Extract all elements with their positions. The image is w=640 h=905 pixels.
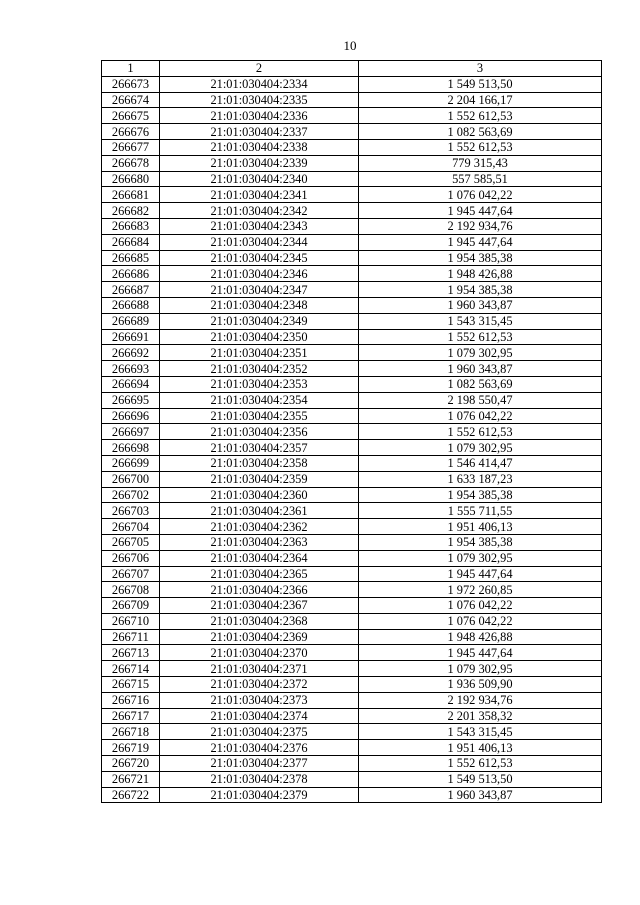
- value-cell: 2 204 166,17: [359, 92, 602, 108]
- table-row: [102, 139, 602, 155]
- value-cell: 1 546 414,47: [359, 455, 602, 471]
- column-header-3: 3: [359, 61, 602, 77]
- cadastral-number-cell: 21:01:030404:2359: [160, 471, 359, 487]
- value-cell: 1 951 406,13: [359, 740, 602, 756]
- cadastral-number-cell: 21:01:030404:2336: [160, 108, 359, 124]
- row-number-cell: 266691: [102, 329, 160, 345]
- row-number-cell: 266693: [102, 361, 160, 377]
- cadastral-number-cell: 21:01:030404:2362: [160, 519, 359, 535]
- value-cell: 1 945 447,64: [359, 645, 602, 661]
- table-row: [102, 392, 602, 408]
- value-cell: 1 954 385,38: [359, 487, 602, 503]
- table-row: [102, 519, 602, 535]
- cadastral-number-cell: 21:01:030404:2337: [160, 124, 359, 140]
- value-cell: 1 076 042,22: [359, 598, 602, 614]
- row-number-cell: 266677: [102, 139, 160, 155]
- cadastral-number-cell: 21:01:030404:2377: [160, 756, 359, 772]
- table-row: [102, 250, 602, 266]
- row-number-cell: 266676: [102, 124, 160, 140]
- value-cell: 1 552 612,53: [359, 329, 602, 345]
- cadastral-number-cell: 21:01:030404:2368: [160, 613, 359, 629]
- cadastral-number-cell: 21:01:030404:2339: [160, 155, 359, 171]
- row-number-cell: 266675: [102, 108, 160, 124]
- row-number-cell: 266708: [102, 582, 160, 598]
- value-cell: 1 543 315,45: [359, 313, 602, 329]
- table-row: [102, 187, 602, 203]
- cadastral-number-cell: 21:01:030404:2344: [160, 234, 359, 250]
- table-row: [102, 424, 602, 440]
- row-number-cell: 266722: [102, 787, 160, 803]
- cadastral-number-cell: 21:01:030404:2372: [160, 677, 359, 693]
- row-number-cell: 266699: [102, 455, 160, 471]
- cadastral-number-cell: 21:01:030404:2360: [160, 487, 359, 503]
- cadastral-number-cell: 21:01:030404:2342: [160, 203, 359, 219]
- row-number-cell: 266721: [102, 771, 160, 787]
- table-row: [102, 455, 602, 471]
- cadastral-number-cell: 21:01:030404:2376: [160, 740, 359, 756]
- cadastral-number-cell: 21:01:030404:2334: [160, 76, 359, 92]
- row-number-cell: 266714: [102, 661, 160, 677]
- value-cell: 1 945 447,64: [359, 234, 602, 250]
- value-cell: 1 633 187,23: [359, 471, 602, 487]
- cadastral-number-cell: 21:01:030404:2365: [160, 566, 359, 582]
- row-number-cell: 266716: [102, 692, 160, 708]
- row-number-cell: 266704: [102, 519, 160, 535]
- value-cell: 1 079 302,95: [359, 550, 602, 566]
- value-cell: 1 960 343,87: [359, 361, 602, 377]
- value-cell: 1 076 042,22: [359, 408, 602, 424]
- table-row: [102, 440, 602, 456]
- table-row: [102, 771, 602, 787]
- table-row: [102, 534, 602, 550]
- table-row: [102, 787, 602, 803]
- value-cell: 1 082 563,69: [359, 376, 602, 392]
- cadastral-number-cell: 21:01:030404:2346: [160, 266, 359, 282]
- value-cell: 1 954 385,38: [359, 534, 602, 550]
- row-number-cell: 266705: [102, 534, 160, 550]
- row-number-cell: 266711: [102, 629, 160, 645]
- cadastral-number-cell: 21:01:030404:2348: [160, 297, 359, 313]
- value-cell: 1 972 260,85: [359, 582, 602, 598]
- value-cell: 1 945 447,64: [359, 203, 602, 219]
- table-row: [102, 124, 602, 140]
- column-header-2: 2: [160, 61, 359, 77]
- row-number-cell: 266710: [102, 613, 160, 629]
- row-number-cell: 266674: [102, 92, 160, 108]
- table-row: [102, 740, 602, 756]
- table-row: [102, 724, 602, 740]
- cadastral-number-cell: 21:01:030404:2371: [160, 661, 359, 677]
- table-row: [102, 598, 602, 614]
- row-number-cell: 266702: [102, 487, 160, 503]
- cadastral-number-cell: 21:01:030404:2353: [160, 376, 359, 392]
- table-row: [102, 756, 602, 772]
- table-row: [102, 108, 602, 124]
- value-cell: 2 192 934,76: [359, 692, 602, 708]
- table-row: [102, 376, 602, 392]
- cadastral-number-cell: 21:01:030404:2345: [160, 250, 359, 266]
- row-number-cell: 266698: [102, 440, 160, 456]
- table-row: [102, 266, 602, 282]
- value-cell: 1 082 563,69: [359, 124, 602, 140]
- row-number-cell: 266707: [102, 566, 160, 582]
- cadastral-number-cell: 21:01:030404:2352: [160, 361, 359, 377]
- value-cell: 1 960 343,87: [359, 787, 602, 803]
- page-number: 10: [343, 38, 357, 53]
- value-cell: 1 960 343,87: [359, 297, 602, 313]
- cadastral-number-cell: 21:01:030404:2379: [160, 787, 359, 803]
- row-number-cell: 266673: [102, 76, 160, 92]
- value-cell: 1 079 302,95: [359, 345, 602, 361]
- cadastral-number-cell: 21:01:030404:2367: [160, 598, 359, 614]
- row-number-cell: 266683: [102, 218, 160, 234]
- table-row: [102, 708, 602, 724]
- row-number-cell: 266717: [102, 708, 160, 724]
- row-number-cell: 266685: [102, 250, 160, 266]
- table-row: [102, 692, 602, 708]
- value-cell: 1 552 612,53: [359, 424, 602, 440]
- table-row: [102, 613, 602, 629]
- cadastral-number-cell: 21:01:030404:2363: [160, 534, 359, 550]
- value-cell: 1 555 711,55: [359, 503, 602, 519]
- row-number-cell: 266709: [102, 598, 160, 614]
- row-number-cell: 266686: [102, 266, 160, 282]
- cadastral-number-cell: 21:01:030404:2373: [160, 692, 359, 708]
- table-row: [102, 566, 602, 582]
- table-row: [102, 297, 602, 313]
- row-number-cell: 266680: [102, 171, 160, 187]
- table-row: [102, 218, 602, 234]
- value-cell: 2 201 358,32: [359, 708, 602, 724]
- value-cell: 1 076 042,22: [359, 187, 602, 203]
- value-cell: 557 585,51: [359, 171, 602, 187]
- row-number-cell: 266713: [102, 645, 160, 661]
- value-cell: 1 552 612,53: [359, 139, 602, 155]
- row-number-cell: 266678: [102, 155, 160, 171]
- cadastral-number-cell: 21:01:030404:2355: [160, 408, 359, 424]
- cadastral-number-cell: 21:01:030404:2366: [160, 582, 359, 598]
- value-cell: 1 936 509,90: [359, 677, 602, 693]
- row-number-cell: 266703: [102, 503, 160, 519]
- value-cell: 1 079 302,95: [359, 440, 602, 456]
- value-cell: 1 945 447,64: [359, 566, 602, 582]
- table-row: [102, 550, 602, 566]
- cadastral-number-cell: 21:01:030404:2356: [160, 424, 359, 440]
- cadastral-number-cell: 21:01:030404:2369: [160, 629, 359, 645]
- row-number-cell: 266695: [102, 392, 160, 408]
- cadastral-number-cell: 21:01:030404:2361: [160, 503, 359, 519]
- row-number-cell: 266687: [102, 282, 160, 298]
- row-number-cell: 266720: [102, 756, 160, 772]
- table-row: [102, 155, 602, 171]
- cadastral-number-cell: 21:01:030404:2354: [160, 392, 359, 408]
- row-number-cell: 266694: [102, 376, 160, 392]
- value-cell: 1 543 315,45: [359, 724, 602, 740]
- value-cell: 1 079 302,95: [359, 661, 602, 677]
- row-number-cell: 266692: [102, 345, 160, 361]
- cadastral-number-cell: 21:01:030404:2357: [160, 440, 359, 456]
- cadastral-number-cell: 21:01:030404:2340: [160, 171, 359, 187]
- value-cell: 2 198 550,47: [359, 392, 602, 408]
- cadastral-number-cell: 21:01:030404:2350: [160, 329, 359, 345]
- row-number-cell: 266706: [102, 550, 160, 566]
- table-row: [102, 503, 602, 519]
- cadastral-number-cell: 21:01:030404:2374: [160, 708, 359, 724]
- table-row: [102, 345, 602, 361]
- table-row: [102, 76, 602, 92]
- cadastral-number-cell: 21:01:030404:2347: [160, 282, 359, 298]
- value-cell: 1 552 612,53: [359, 108, 602, 124]
- cadastral-number-cell: 21:01:030404:2341: [160, 187, 359, 203]
- row-number-cell: 266684: [102, 234, 160, 250]
- value-cell: 1 948 426,88: [359, 629, 602, 645]
- cadastral-number-cell: 21:01:030404:2358: [160, 455, 359, 471]
- row-number-cell: 266700: [102, 471, 160, 487]
- value-cell: 1 549 513,50: [359, 771, 602, 787]
- cadastral-number-cell: 21:01:030404:2370: [160, 645, 359, 661]
- value-cell: 1 948 426,88: [359, 266, 602, 282]
- value-cell: 1 076 042,22: [359, 613, 602, 629]
- cadastral-number-cell: 21:01:030404:2364: [160, 550, 359, 566]
- cadastral-number-cell: 21:01:030404:2343: [160, 218, 359, 234]
- table-row: [102, 582, 602, 598]
- header-row: [102, 61, 602, 77]
- table-row: [102, 234, 602, 250]
- table-row: [102, 661, 602, 677]
- table-row: [102, 361, 602, 377]
- value-cell: 779 315,43: [359, 155, 602, 171]
- row-number-cell: 266715: [102, 677, 160, 693]
- table-row: [102, 645, 602, 661]
- column-header-1: 1: [102, 61, 160, 77]
- value-cell: 1 954 385,38: [359, 282, 602, 298]
- table-row: [102, 92, 602, 108]
- row-number-cell: 266682: [102, 203, 160, 219]
- row-number-cell: 266697: [102, 424, 160, 440]
- cadastral-number-cell: 21:01:030404:2351: [160, 345, 359, 361]
- table-row: [102, 677, 602, 693]
- table-row: [102, 487, 602, 503]
- cadastral-number-cell: 21:01:030404:2349: [160, 313, 359, 329]
- value-cell: 2 192 934,76: [359, 218, 602, 234]
- table-row: [102, 171, 602, 187]
- value-cell: 1 552 612,53: [359, 756, 602, 772]
- table-row: [102, 408, 602, 424]
- row-number-cell: 266718: [102, 724, 160, 740]
- table-row: [102, 313, 602, 329]
- value-cell: 1 549 513,50: [359, 76, 602, 92]
- data-table: [101, 60, 602, 803]
- value-cell: 1 954 385,38: [359, 250, 602, 266]
- cadastral-number-cell: 21:01:030404:2338: [160, 139, 359, 155]
- table-row: [102, 629, 602, 645]
- table-row: [102, 282, 602, 298]
- value-cell: 1 951 406,13: [359, 519, 602, 535]
- cadastral-number-cell: 21:01:030404:2375: [160, 724, 359, 740]
- row-number-cell: 266688: [102, 297, 160, 313]
- table-row: [102, 203, 602, 219]
- row-number-cell: 266696: [102, 408, 160, 424]
- cadastral-number-cell: 21:01:030404:2335: [160, 92, 359, 108]
- table-row: [102, 471, 602, 487]
- table-body: [102, 76, 602, 803]
- cadastral-number-cell: 21:01:030404:2378: [160, 771, 359, 787]
- row-number-cell: 266689: [102, 313, 160, 329]
- row-number-cell: 266719: [102, 740, 160, 756]
- table-header: [102, 61, 602, 77]
- row-number-cell: 266681: [102, 187, 160, 203]
- table-row: [102, 329, 602, 345]
